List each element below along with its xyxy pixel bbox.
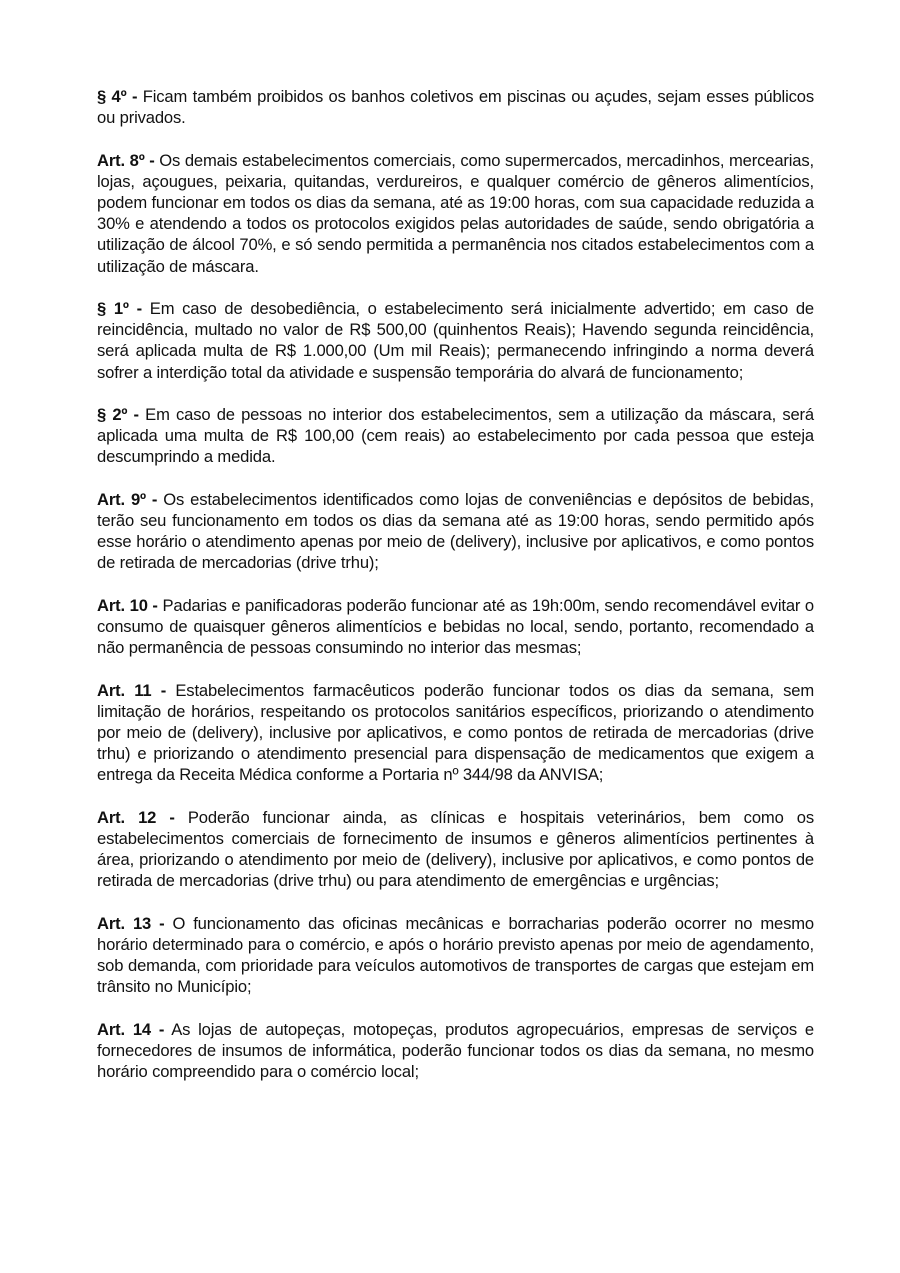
paragraph-text: Poderão funcionar ainda, as clínicas e hospitais veterinários, bem como os estabelecimentos comerciais de fornecimento de insumos e gêneros alimentícios pertinentes à área, priorizando o atendimento por meio de (delivery), inclusive por aplicativos, e como pontos de retirada de mercadorias (drive trhu) ou para atendimento de emergências e urgências;: [97, 807, 814, 891]
document-page: [97, 86, 814, 1104]
paragraph-text: Ficam também proibidos os banhos coletivos em piscinas ou açudes, sejam esses públicos ou privados.: [97, 87, 814, 128]
paragraph-lead: Art. 14 -: [97, 1019, 165, 1039]
paragraph-lead: § 1º -: [97, 299, 143, 318]
paragraph-lead: Art. 13 -: [97, 913, 165, 933]
paragraph-lead: Art. 9º -: [97, 489, 158, 509]
paragraph-art-11: [97, 680, 814, 786]
paragraph-lead: § 4º -: [97, 87, 138, 106]
paragraph-art-8: [97, 150, 814, 277]
paragraph-text: Em caso de pessoas no interior dos estabelecimentos, sem a utilização da máscara, será aplicada uma multa de R$ 100,00 (cem reais) ao estabelecimento por cada pessoa que esteja descumprindo a medida.: [97, 405, 814, 467]
paragraph-lead: Art. 11 -: [97, 680, 167, 700]
paragraph-text: As lojas de autopeças, motopeças, produtos agropecuários, empresas de serviços e fornecedores de insumos de informática, poderão funcionar todos os dias da semana, no mesmo horário compreendido para o comércio local;: [97, 1019, 815, 1082]
paragraph-lead: Art. 12 -: [97, 807, 175, 827]
paragraph-text: Os demais estabelecimentos comerciais, como supermercados, mercadinhos, mercearias, lojas, açougues, peixaria, quitandas, verdureiros, e qualquer comércio de gêneros alimentícios, podem funcionar em todos os dias da semana, até as 19:00 horas, com sua capacidade reduzida a 30% e atendendo a todos os protocolos exigidos pelas autoridades de saúde, sendo obrigatória a utilização de álcool 70%, e só sendo permitida a permanência nos citados estabelecimentos com a utilização de máscara.: [97, 150, 814, 276]
paragraph-text: Estabelecimentos farmacêuticos poderão funcionar todos os dias da semana, sem limitação de horários, respeitando os protocolos sanitários específicos, priorizando o atendimento por meio de (delivery), inclusive por aplicativos, e como pontos de retirada de mercadorias (drive trhu) e priorizando o atendimento presencial para dispensação de medicamentos que exigem a entrega da Receita Médica conforme a Portaria nº 344/98 da ANVISA;: [97, 680, 814, 785]
paragraph-art-14: [97, 1019, 814, 1083]
paragraph-sec-1: [97, 298, 814, 383]
paragraph-text: O funcionamento das oficinas mecânicas e borracharias poderão ocorrer no mesmo horário determinado para o comércio, e após o horário previsto apenas por meio de agendamento, sob demanda, com prioridade para veículos automotivos de transportes de cargas que estejam em trânsito no Município;: [97, 913, 814, 997]
paragraph-art-9: [97, 489, 814, 574]
paragraph-text: Os estabelecimentos identificados como lojas de conveniências e depósitos de bebidas, terão seu funcionamento em todos os dias da semana até as 19:00 horas, sendo permitido após esse horário o atendimento apenas por meio de (delivery), inclusive por aplicativos, e como pontos de retirada de mercadorias (drive trhu);: [97, 489, 815, 573]
paragraph-lead: Art. 8º -: [97, 150, 155, 170]
paragraph-art-13: [97, 913, 814, 998]
paragraph-text: Padarias e panificadoras poderão funcionar até as 19h:00m, sendo recomendável evitar o consumo de quaisquer gêneros alimentícios e bebidas no local, sendo, portanto, recomendado a não permanência de pessoas consumindo no interior das mesmas;: [97, 595, 815, 658]
paragraph-lead: § 2º -: [97, 405, 139, 424]
paragraph-art-10: [97, 595, 814, 659]
paragraph-art-12: [97, 807, 814, 892]
paragraph-sec-4: [97, 86, 814, 128]
paragraph-lead: Art. 10 -: [97, 595, 158, 615]
paragraph-sec-2: [97, 404, 814, 468]
paragraph-text: Em caso de desobediência, o estabelecimento será inicialmente advertido; em caso de reincidência, multado no valor de R$ 500,00 (quinhentos Reais); Havendo segunda reincidência, será aplicada multa de R$ 1.000,00 (Um mil Reais); permanecendo infringindo a norma deverá sofrer a interdição total da atividade e suspensão temporária do alvará de funcionamento;: [97, 299, 814, 382]
